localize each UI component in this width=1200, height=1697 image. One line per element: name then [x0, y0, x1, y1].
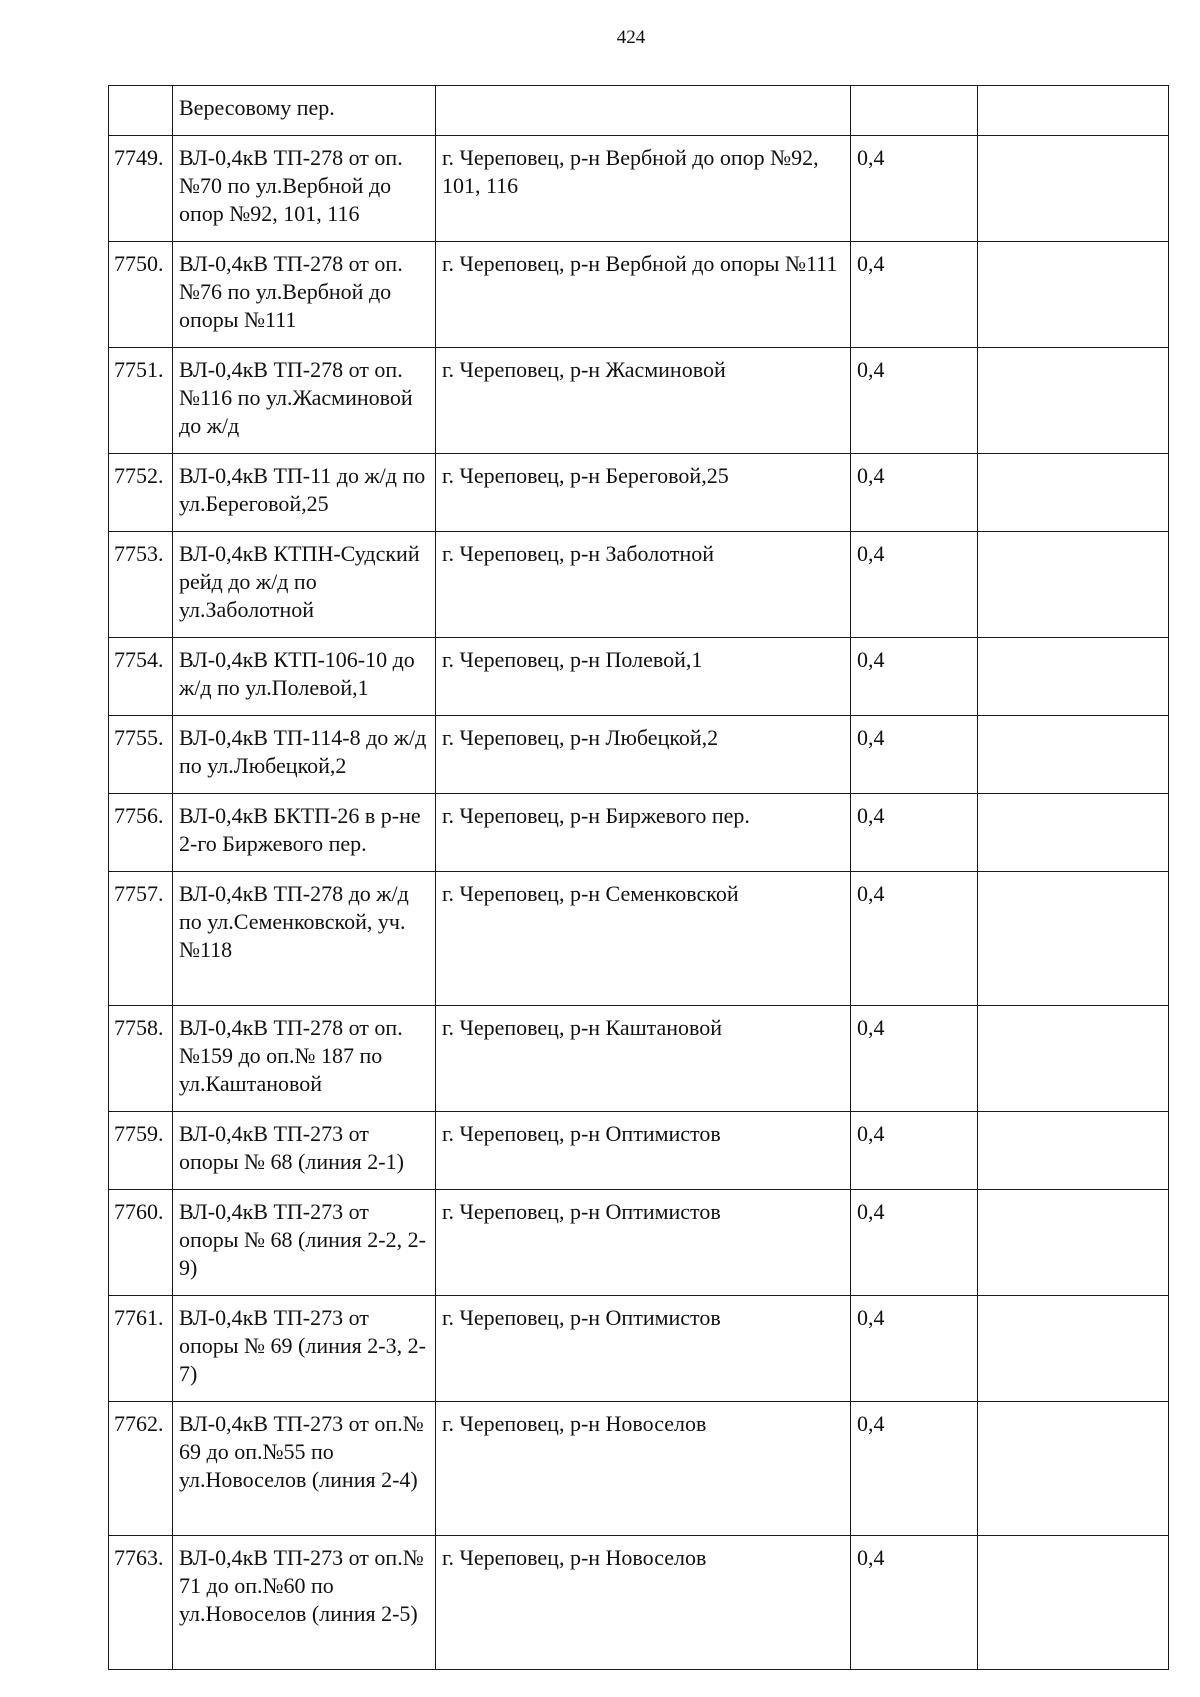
- line-name-cell: ВЛ-0,4кВ ТП-11 до ж/д по ул.Береговой,25: [173, 454, 436, 532]
- line-name-cell: ВЛ-0,4кВ ТП-273 от опоры № 68 (линия 2-2, 2-9): [173, 1190, 436, 1296]
- voltage-cell: 0,4: [851, 1006, 978, 1112]
- table-row: [109, 1296, 1169, 1402]
- notes-cell: [978, 872, 1169, 1006]
- notes-cell: [978, 1006, 1169, 1112]
- line-name-cell: ВЛ-0,4кВ ТП-278 до ж/д по ул.Семенковской, уч.№118: [173, 872, 436, 1006]
- table-row: [109, 872, 1169, 1006]
- voltage-cell: 0,4: [851, 638, 978, 716]
- table-row: [109, 716, 1169, 794]
- address-cell: г. Череповец, р-н Жасминовой: [436, 348, 851, 454]
- line-name-cell: ВЛ-0,4кВ БКТП-26 в р-не 2-го Биржевого пер.: [173, 794, 436, 872]
- voltage-cell: 0,4: [851, 1536, 978, 1670]
- table-row: [109, 1190, 1169, 1296]
- table-row: [109, 794, 1169, 872]
- row-number-cell: 7750.: [109, 242, 173, 348]
- notes-cell: [978, 1536, 1169, 1670]
- address-cell: [436, 86, 851, 136]
- voltage-cell: 0,4: [851, 794, 978, 872]
- row-number-cell: 7756.: [109, 794, 173, 872]
- table-row: [109, 86, 1169, 136]
- notes-cell: [978, 1402, 1169, 1536]
- address-cell: г. Череповец, р-н Оптимистов: [436, 1190, 851, 1296]
- notes-cell: [978, 532, 1169, 638]
- row-number-cell: 7762.: [109, 1402, 173, 1536]
- address-cell: г. Череповец, р-н Новоселов: [436, 1536, 851, 1670]
- notes-cell: [978, 1296, 1169, 1402]
- address-cell: г. Череповец, р-н Семенковской: [436, 872, 851, 1006]
- table-row: [109, 1536, 1169, 1670]
- voltage-cell: 0,4: [851, 1190, 978, 1296]
- row-number-cell: 7757.: [109, 872, 173, 1006]
- notes-cell: [978, 454, 1169, 532]
- line-name-cell: ВЛ-0,4кВ ТП-273 от оп.№ 71 до оп.№60 по ул.Новоселов (линия 2-5): [173, 1536, 436, 1670]
- address-cell: г. Череповец, р-н Любецкой,2: [436, 716, 851, 794]
- address-cell: г. Череповец, р-н Новоселов: [436, 1402, 851, 1536]
- address-cell: г. Череповец, р-н Оптимистов: [436, 1296, 851, 1402]
- table-row: [109, 1006, 1169, 1112]
- voltage-cell: 0,4: [851, 872, 978, 1006]
- notes-cell: [978, 638, 1169, 716]
- table-row: [109, 348, 1169, 454]
- row-number-cell: 7763.: [109, 1536, 173, 1670]
- line-name-cell: ВЛ-0,4кВ ТП-278 от оп.№116 по ул.Жасминовой до ж/д: [173, 348, 436, 454]
- address-cell: г. Череповец, р-н Полевой,1: [436, 638, 851, 716]
- table-row: [109, 242, 1169, 348]
- row-number-cell: 7749.: [109, 136, 173, 242]
- line-name-cell: ВЛ-0,4кВ КТП-106-10 до ж/д по ул.Полевой,1: [173, 638, 436, 716]
- table-row: [109, 1112, 1169, 1190]
- table-row: [109, 638, 1169, 716]
- line-name-cell: ВЛ-0,4кВ ТП-278 от оп.№76 по ул.Вербной до опоры №111: [173, 242, 436, 348]
- address-cell: г. Череповец, р-н Оптимистов: [436, 1112, 851, 1190]
- voltage-cell: 0,4: [851, 348, 978, 454]
- voltage-cell: 0,4: [851, 1112, 978, 1190]
- voltage-cell: [851, 86, 978, 136]
- registry-table: [108, 85, 1169, 1670]
- notes-cell: [978, 794, 1169, 872]
- notes-cell: [978, 1112, 1169, 1190]
- voltage-cell: 0,4: [851, 136, 978, 242]
- line-name-cell: ВЛ-0,4кВ ТП-273 от оп.№ 69 до оп.№55 по ул.Новоселов (линия 2-4): [173, 1402, 436, 1536]
- row-number-cell: 7753.: [109, 532, 173, 638]
- table-row: [109, 454, 1169, 532]
- address-cell: г. Череповец, р-н Биржевого пер.: [436, 794, 851, 872]
- line-name-cell: ВЛ-0,4кВ ТП-278 от оп.№70 по ул.Вербной до опор №92, 101, 116: [173, 136, 436, 242]
- voltage-cell: 0,4: [851, 454, 978, 532]
- table-row: [109, 532, 1169, 638]
- row-number-cell: 7759.: [109, 1112, 173, 1190]
- row-number-cell: 7758.: [109, 1006, 173, 1112]
- address-cell: г. Череповец, р-н Вербной до опоры №111: [436, 242, 851, 348]
- row-number-cell: 7752.: [109, 454, 173, 532]
- line-name-cell: ВЛ-0,4кВ ТП-273 от опоры № 68 (линия 2-1): [173, 1112, 436, 1190]
- notes-cell: [978, 86, 1169, 136]
- address-cell: г. Череповец, р-н Вербной до опор №92, 101, 116: [436, 136, 851, 242]
- voltage-cell: 0,4: [851, 532, 978, 638]
- voltage-cell: 0,4: [851, 242, 978, 348]
- line-name-cell: Вересовому пер.: [173, 86, 436, 136]
- notes-cell: [978, 716, 1169, 794]
- address-cell: г. Череповец, р-н Каштановой: [436, 1006, 851, 1112]
- address-cell: г. Череповец, р-н Береговой,25: [436, 454, 851, 532]
- voltage-cell: 0,4: [851, 1402, 978, 1536]
- line-name-cell: ВЛ-0,4кВ ТП-278 от оп.№159 до оп.№ 187 по ул.Каштановой: [173, 1006, 436, 1112]
- row-number-cell: 7755.: [109, 716, 173, 794]
- line-name-cell: ВЛ-0,4кВ КТПН-Судский рейд до ж/д по ул.Заболотной: [173, 532, 436, 638]
- line-name-cell: ВЛ-0,4кВ ТП-114-8 до ж/д по ул.Любецкой,2: [173, 716, 436, 794]
- line-name-cell: ВЛ-0,4кВ ТП-273 от опоры № 69 (линия 2-3, 2-7): [173, 1296, 436, 1402]
- notes-cell: [978, 242, 1169, 348]
- row-number-cell: 7761.: [109, 1296, 173, 1402]
- notes-cell: [978, 1190, 1169, 1296]
- table-row: [109, 136, 1169, 242]
- notes-cell: [978, 136, 1169, 242]
- address-cell: г. Череповец, р-н Заболотной: [436, 532, 851, 638]
- voltage-cell: 0,4: [851, 716, 978, 794]
- row-number-cell: 7751.: [109, 348, 173, 454]
- page-number: 424: [616, 27, 646, 48]
- row-number-cell: 7760.: [109, 1190, 173, 1296]
- voltage-cell: 0,4: [851, 1296, 978, 1402]
- row-number-cell: [109, 86, 173, 136]
- table-row: [109, 1402, 1169, 1536]
- notes-cell: [978, 348, 1169, 454]
- registry-body: [109, 86, 1169, 1670]
- row-number-cell: 7754.: [109, 638, 173, 716]
